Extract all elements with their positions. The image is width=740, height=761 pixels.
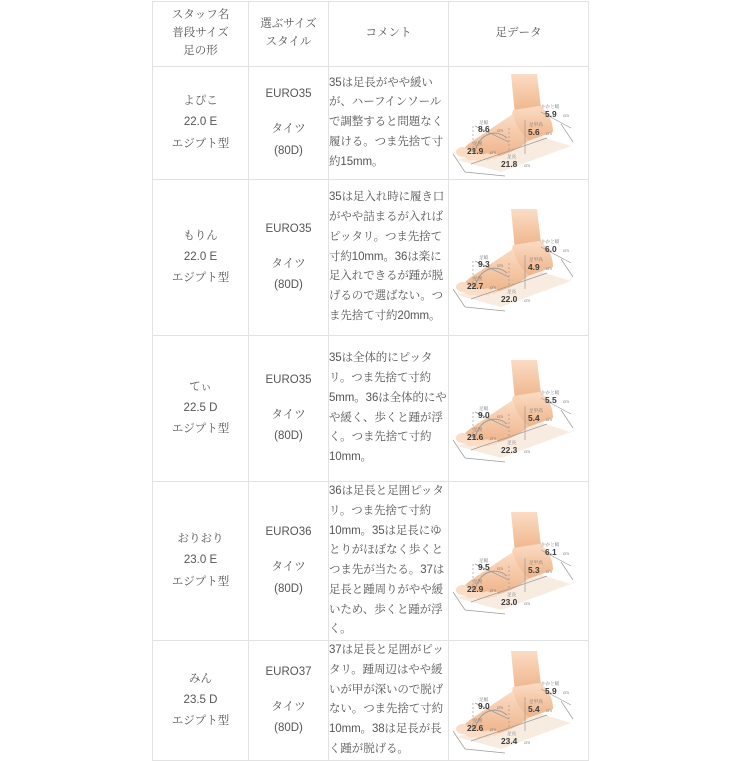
header-size xyxy=(249,2,329,67)
value-foot-length: 22.3 xyxy=(501,444,518,455)
value-heel-width: 5.5 xyxy=(545,394,557,405)
value-heel-width: 5.9 xyxy=(545,686,557,697)
size-cell xyxy=(249,336,329,482)
value-foot-girth: 22.7 xyxy=(467,280,484,291)
value-foot-girth: 22.6 xyxy=(467,723,484,734)
label-foot-width: 足幅 xyxy=(479,697,489,703)
value-instep-height: 4.9 xyxy=(528,261,540,272)
style-label: タイツ xyxy=(271,408,306,421)
table-header xyxy=(153,2,589,67)
table-header-row xyxy=(153,2,589,67)
euro-size: EURO35 xyxy=(265,222,312,235)
header-foot-data: 足データ xyxy=(449,2,589,67)
value-foot-girth: 22.9 xyxy=(467,584,484,595)
foot-diagram xyxy=(449,645,589,755)
style-label: タイツ xyxy=(271,561,306,574)
foot-measurement-illustration xyxy=(449,645,589,755)
value-foot-length: 22.0 xyxy=(501,293,518,304)
foot-data-cell xyxy=(449,180,589,336)
comment-cell: 35は足長がやや緩いが、ハーフインソールで調整すると問題なく履ける。つま先捨て寸約15mm。 xyxy=(329,67,449,180)
foot-measurement-illustration xyxy=(449,506,589,616)
style-label: タイツ xyxy=(271,700,306,713)
label-foot-length: 足長 xyxy=(507,731,517,737)
staff-name: みん xyxy=(189,672,212,685)
unit-heel-width: cm xyxy=(563,247,569,253)
value-foot-girth: 21.6 xyxy=(467,431,484,442)
unit-instep-height: cm xyxy=(546,569,552,575)
size-cell xyxy=(249,482,329,641)
table-row xyxy=(153,482,589,641)
denier-label: (80D) xyxy=(274,582,303,595)
value-instep-height: 5.4 xyxy=(528,412,540,423)
unit-heel-width: cm xyxy=(563,551,569,557)
label-foot-width: 足幅 xyxy=(479,405,489,411)
foot-measurement-illustration xyxy=(449,68,589,178)
label-foot-girth: 足囲 xyxy=(473,426,483,432)
value-foot-width: 9.0 xyxy=(478,701,490,712)
value-heel-width: 6.0 xyxy=(545,243,557,254)
foot-shape: エジプト型 xyxy=(171,715,230,728)
foot-data-cell xyxy=(449,482,589,641)
value-instep-height: 5.4 xyxy=(528,704,540,715)
unit-foot-width: cm xyxy=(497,413,503,419)
unit-instep-height: cm xyxy=(546,265,552,271)
value-instep-height: 5.6 xyxy=(528,127,540,137)
label-heel-width: かかと幅 xyxy=(541,681,560,687)
label-instep-height: 足甲高 xyxy=(529,256,543,262)
foot-shape: エジプト型 xyxy=(171,575,230,588)
label-foot-width: 足幅 xyxy=(479,120,489,125)
comment-cell: 35は足入れ時に履き口がやや詰まるが入ればピッタリ。つま先捨て寸約10mm。36は楽に足入れできるが踵が脱げるので選ばない。つま先捨て寸約20mm。 xyxy=(329,180,449,336)
label-heel-width: かかと幅 xyxy=(541,389,560,395)
foot-measurement-illustration xyxy=(449,354,589,464)
unit-foot-length: cm xyxy=(524,601,530,607)
staff-cell xyxy=(153,180,249,336)
unit-foot-girth: cm xyxy=(490,435,496,441)
foot-data-cell xyxy=(449,641,589,761)
unit-foot-width: cm xyxy=(497,262,503,268)
foot-diagram xyxy=(449,68,589,178)
table-row xyxy=(153,180,589,336)
label-foot-girth: 足囲 xyxy=(473,275,483,281)
staff-name: よぴこ xyxy=(183,95,218,108)
foot-data-cell xyxy=(449,336,589,482)
denier-label: (80D) xyxy=(274,279,303,292)
label-foot-length: 足長 xyxy=(507,592,517,598)
table-row xyxy=(153,67,589,180)
unit-heel-width: cm xyxy=(563,113,569,118)
unit-foot-girth: cm xyxy=(490,727,496,733)
unit-foot-width: cm xyxy=(497,128,503,133)
unit-foot-length: cm xyxy=(524,163,530,168)
size-cell xyxy=(249,180,329,336)
label-heel-width: かかと幅 xyxy=(541,542,560,548)
foot-diagram xyxy=(449,506,589,616)
value-instep-height: 5.3 xyxy=(528,565,540,576)
staff-cell xyxy=(153,67,249,180)
unit-foot-length: cm xyxy=(524,297,530,303)
value-foot-width: 8.6 xyxy=(478,124,490,134)
usual-size: 22.0 E xyxy=(183,250,218,263)
label-foot-width: 足幅 xyxy=(479,558,489,564)
header-size-line2: スタイル xyxy=(265,36,312,48)
unit-heel-width: cm xyxy=(563,690,569,696)
usual-size: 22.0 E xyxy=(183,116,218,129)
comment-cell: 37は足長と足囲がピッタリ。踵周辺はやや緩いが甲が深いので脱げない。つま先捨て寸約10mm。38は足長が長く踵が脱げる。 xyxy=(329,641,449,761)
foot-shape: エジプト型 xyxy=(171,137,230,150)
style-label: タイツ xyxy=(271,257,306,270)
label-foot-girth: 足囲 xyxy=(473,718,483,724)
header-staff-line3: 足の形 xyxy=(183,44,218,57)
value-heel-width: 6.1 xyxy=(545,547,557,558)
value-foot-width: 9.0 xyxy=(478,409,490,420)
euro-size: EURO35 xyxy=(265,373,312,386)
header-staff xyxy=(153,2,249,67)
euro-size: EURO36 xyxy=(265,526,312,539)
unit-foot-length: cm xyxy=(524,740,530,746)
denier-label: (80D) xyxy=(274,144,303,157)
value-foot-length: 23.4 xyxy=(501,736,518,747)
comment-cell: 36は足長と足囲ピッタリ。つま先捨て寸約10mm。35は足長にゆとりがほぼなく歩くとつま先が当たる。37は足長と踵周りがやや緩いため、歩くと踵が浮く。 xyxy=(329,482,449,641)
unit-foot-width: cm xyxy=(497,705,503,711)
usual-size: 23.0 E xyxy=(183,554,218,567)
foot-data-cell xyxy=(449,67,589,180)
style-label: タイツ xyxy=(271,123,306,136)
foot-diagram xyxy=(449,203,589,313)
value-foot-length: 23.0 xyxy=(501,597,518,608)
value-heel-width: 5.9 xyxy=(545,109,557,119)
table-row xyxy=(153,336,589,482)
label-instep-height: 足甲高 xyxy=(529,699,543,705)
staff-cell xyxy=(153,641,249,761)
header-size-line1: 選ぶサイズ xyxy=(260,18,317,31)
foot-shape: エジプト型 xyxy=(171,272,230,285)
label-heel-width: かかと幅 xyxy=(541,104,560,109)
label-foot-girth: 足囲 xyxy=(473,141,483,146)
foot-shape: エジプト型 xyxy=(171,423,230,436)
unit-foot-width: cm xyxy=(497,566,503,572)
label-instep-height: 足甲高 xyxy=(529,122,543,127)
label-foot-length: 足長 xyxy=(507,154,517,159)
unit-foot-length: cm xyxy=(524,448,530,454)
value-foot-length: 21.8 xyxy=(501,159,518,169)
table-row xyxy=(153,641,589,761)
header-staff-line1: スタッフ名 xyxy=(171,9,230,22)
table-body xyxy=(153,67,589,761)
label-heel-width: かかと幅 xyxy=(541,238,560,244)
unit-instep-height: cm xyxy=(546,416,552,422)
foot-diagram xyxy=(449,354,589,464)
value-foot-width: 9.3 xyxy=(478,258,490,269)
value-foot-girth: 21.9 xyxy=(467,146,484,156)
label-foot-length: 足長 xyxy=(507,439,517,445)
staff-name: もりん xyxy=(183,229,218,242)
foot-measurement-illustration xyxy=(449,203,589,313)
unit-heel-width: cm xyxy=(563,398,569,404)
header-staff-line2: 普段サイズ xyxy=(172,27,229,40)
label-instep-height: 足甲高 xyxy=(529,560,543,566)
unit-foot-girth: cm xyxy=(490,588,496,594)
header-comment: コメント xyxy=(329,2,449,67)
comment-cell: 35は全体的にピッタリ。つま先捨て寸約5mm。36は全体的にやや緩く、歩くと踵が浮く。つま先捨て寸約10mm。 xyxy=(329,336,449,482)
euro-size: EURO35 xyxy=(265,88,312,101)
denier-label: (80D) xyxy=(274,430,303,443)
staff-size-table xyxy=(152,1,589,761)
euro-size: EURO37 xyxy=(265,665,312,678)
staff-name: おりおり xyxy=(177,533,224,546)
staff-cell xyxy=(153,336,249,482)
label-foot-girth: 足囲 xyxy=(473,579,483,585)
size-cell xyxy=(249,67,329,180)
denier-label: (80D) xyxy=(274,722,303,735)
size-cell xyxy=(249,641,329,761)
staff-cell xyxy=(153,482,249,641)
unit-foot-girth: cm xyxy=(490,284,496,290)
unit-foot-girth: cm xyxy=(490,150,496,155)
value-foot-width: 9.5 xyxy=(478,562,490,573)
label-instep-height: 足甲高 xyxy=(529,407,543,413)
staff-name: てぃ xyxy=(189,380,212,393)
usual-size: 22.5 D xyxy=(183,401,218,414)
unit-instep-height: cm xyxy=(546,708,552,714)
unit-instep-height: cm xyxy=(546,131,552,136)
usual-size: 23.5 D xyxy=(183,693,218,706)
label-foot-width: 足幅 xyxy=(479,254,489,260)
label-foot-length: 足長 xyxy=(507,288,517,294)
